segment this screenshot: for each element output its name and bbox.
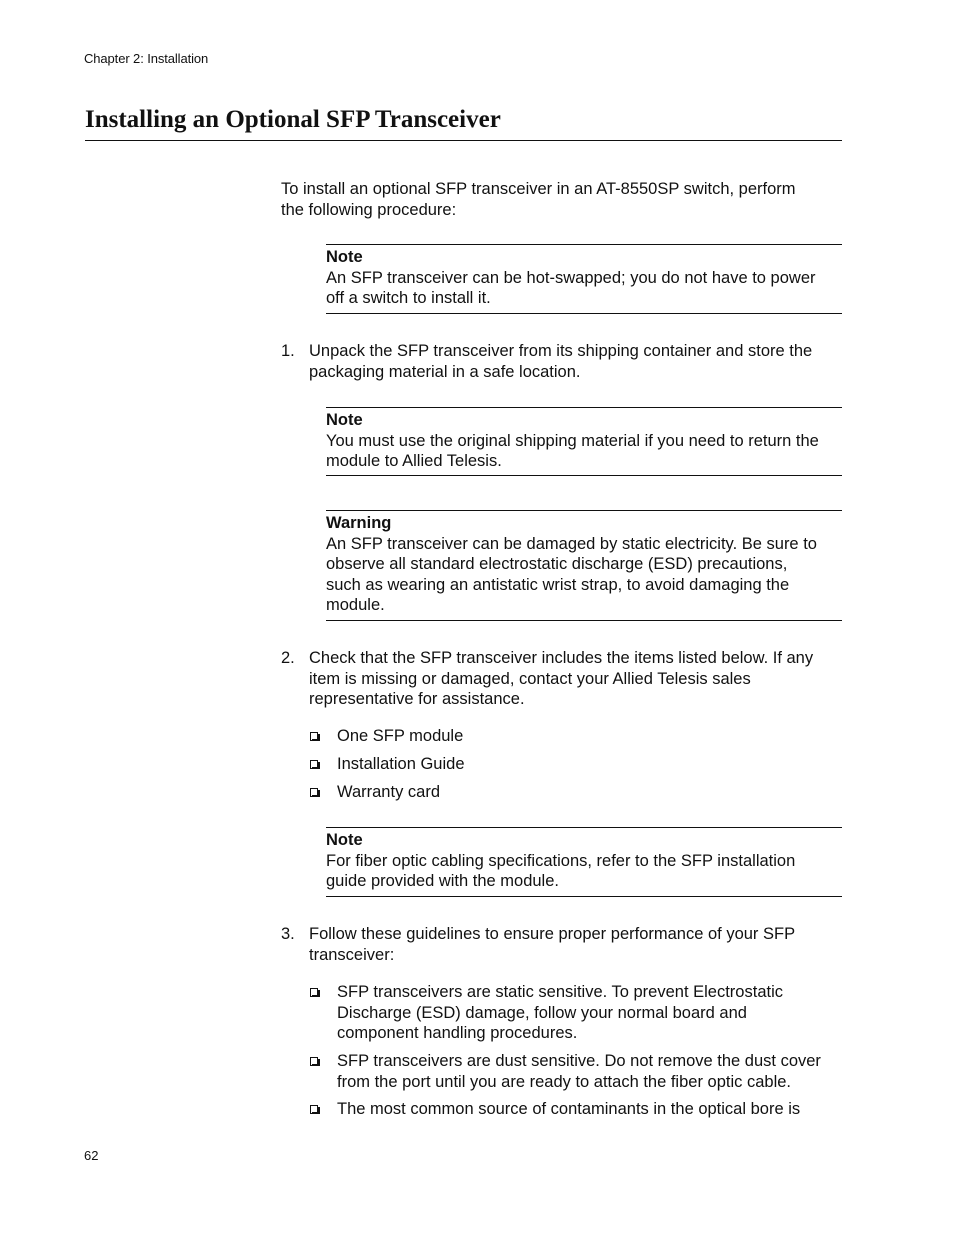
step-line: transceiver: <box>309 945 395 964</box>
running-header: Chapter 2: Installation <box>84 51 209 66</box>
note-line: For fiber optic cabling specifications, refer to the SFP installation <box>326 851 796 870</box>
step-number: 3. <box>281 925 295 943</box>
page-number: 62 <box>84 1148 99 1163</box>
checkbox-bullet-icon <box>309 986 321 998</box>
checkbox-bullet-icon <box>309 1103 321 1115</box>
checkbox-bullet-icon <box>309 730 321 742</box>
note-line: off a switch to install it. <box>326 289 491 307</box>
note-line: guide provided with the module. <box>326 872 559 890</box>
step-line: packaging material in a safe location. <box>309 362 581 381</box>
note-box <box>326 244 842 314</box>
note-label: Note <box>326 411 363 429</box>
step-text <box>309 341 842 382</box>
step-line: representative for assistance. <box>309 690 525 708</box>
list-item-line: SFP transceivers are static sensitive. To prevent Electrostatic <box>337 983 783 1001</box>
step-line: Follow these guidelines to ensure proper performance of your SFP <box>309 925 796 943</box>
step-text <box>309 648 842 710</box>
checkbox-bullet-icon <box>309 758 321 770</box>
list-item-line: SFP transceivers are dust sensitive. Do not remove the dust cover <box>337 1052 821 1070</box>
intro-line: To install an optional SFP transceiver in an AT-8550SP switch, perform <box>281 180 796 198</box>
list-item-line: from the port until you are ready to attach the fiber optic cable. <box>337 1072 791 1091</box>
step-number: 2. <box>281 649 295 667</box>
section-title: Installing an Optional SFP Transceiver <box>85 106 501 133</box>
step-line: Unpack the SFP transceiver from its shipping container and store the <box>309 342 813 360</box>
list-item-line: The most common source of contaminants in the optical bore is <box>337 1100 801 1118</box>
intro-paragraph <box>281 179 796 220</box>
list-item <box>337 1051 842 1092</box>
note-box <box>326 407 842 476</box>
list-item: One SFP module <box>337 727 464 745</box>
list-item <box>337 1099 842 1120</box>
list-item <box>337 982 842 1044</box>
note-line: module to Allied Telesis. <box>326 452 502 470</box>
step-line: Check that the SFP transceiver includes the items listed below. If any <box>309 649 814 667</box>
note-label: Note <box>326 831 363 849</box>
step-number: 1. <box>281 342 295 360</box>
warning-line: An SFP transceiver can be damaged by static electricity. Be sure to <box>326 534 817 553</box>
list-item: Warranty card <box>337 783 440 801</box>
warning-line: such as wearing an antistatic wrist strap, to avoid damaging the <box>326 575 790 594</box>
list-item-line: component handling procedures. <box>337 1024 578 1042</box>
note-box <box>326 827 842 897</box>
note-line: You must use the original shipping material if you need to return the <box>326 431 819 450</box>
step-line: item is missing or damaged, contact your Allied Telesis sales <box>309 669 751 688</box>
intro-line: the following procedure: <box>281 200 457 219</box>
warning-line: module. <box>326 596 385 614</box>
warning-label: Warning <box>326 514 392 532</box>
note-label: Note <box>326 248 363 266</box>
warning-box <box>326 510 842 621</box>
title-rule <box>85 140 842 141</box>
checkbox-bullet-icon <box>309 1055 321 1067</box>
warning-line: observe all standard electrostatic discharge (ESD) precautions, <box>326 555 788 573</box>
checkbox-bullet-icon <box>309 786 321 798</box>
step-text <box>309 924 842 965</box>
list-item-line: Discharge (ESD) damage, follow your normal board and <box>337 1003 747 1022</box>
list-item: Installation Guide <box>337 755 465 773</box>
note-line: An SFP transceiver can be hot-swapped; you do not have to power <box>326 268 816 287</box>
